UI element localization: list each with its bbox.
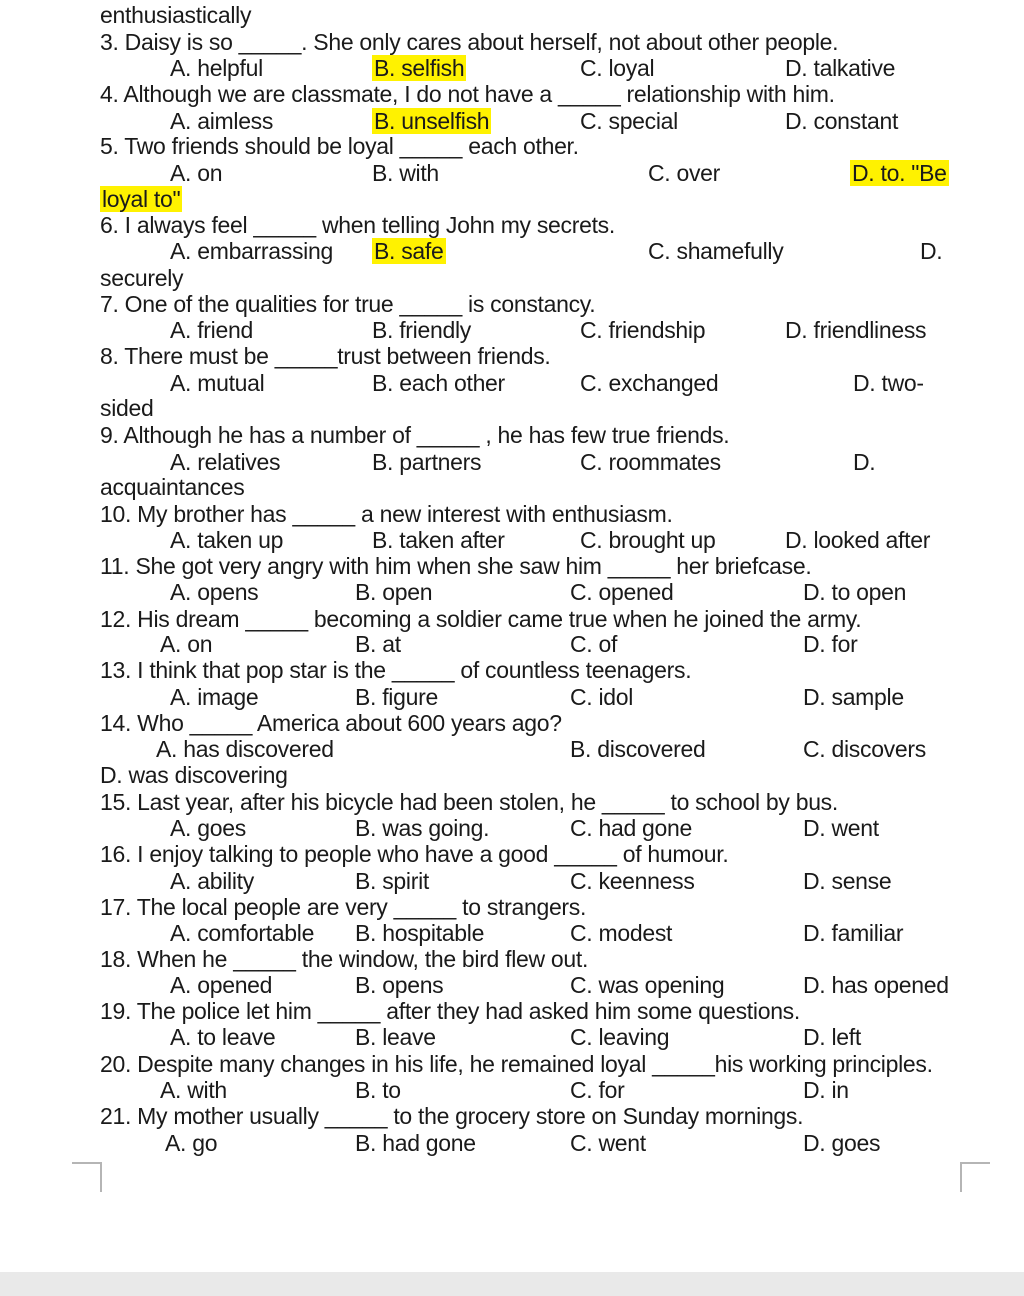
option-d: D. was discovering [100,762,288,788]
option-a: A. comfortable [170,920,315,946]
option-highlight: B. selfish [374,55,465,81]
question-stem: 17. The local people are very _____ to strangers. [100,894,587,920]
option-c: C. for [570,1077,625,1103]
option-c: C. friendship [580,317,706,343]
option-a: A. mutual [170,370,265,396]
option-highlight: D. to. "Be [852,160,947,186]
footer-bar [0,1272,1024,1296]
question-stem: 3. Daisy is so _____. She only cares about herself, not about other people. [100,29,839,55]
option-c: C. loyal [580,55,655,81]
question-stem: 19. The police let him _____ after they had asked him some questions. [100,998,800,1024]
option-a: A. with [160,1077,227,1103]
option-c: C. modest [570,920,673,946]
option-c: C. brought up [580,527,716,553]
option-a: A. has discovered [156,736,334,762]
option-c: C. special [580,108,678,134]
question-stem: 7. One of the qualities for true _____ is constancy. [100,291,596,317]
option-b-highlighted [372,55,466,81]
option-d: D. [920,238,943,264]
option-b: B. with [372,160,439,186]
option-a: A. aimless [170,108,274,134]
option-a: A. go [165,1130,218,1156]
option-d: D. goes [803,1130,881,1156]
option-wrap-highlighted [100,186,182,212]
option-b-highlighted [372,238,446,264]
question-stem: 13. I think that pop star is the _____ of countless teenagers. [100,657,692,683]
option-c: C. discovers [803,736,926,762]
question-stem: 5. Two friends should be loyal _____ each other. [100,133,579,159]
question-stem: 6. I always feel _____ when telling John my secrets. [100,212,615,238]
option-c: C. over [648,160,721,186]
option-c: C. was opening [570,972,725,998]
top-fragment: enthusiastically [100,2,252,28]
option-c: C. roommates [580,449,721,475]
option-b-highlighted [372,108,491,134]
question-stem: 10. My brother has _____ a new interest with enthusiasm. [100,501,673,527]
question-stem: 20. Despite many changes in his life, he remained loyal _____his working principles. [100,1051,933,1077]
option-d: D. familiar [803,920,904,946]
option-a: A. opened [170,972,273,998]
option-highlight: loyal to" [102,186,181,212]
option-wrap: sided [100,395,154,421]
option-a: A. helpful [170,55,263,81]
option-d: D. constant [785,108,899,134]
option-a: A. embarrassing [170,238,333,264]
option-c: C. went [570,1130,646,1156]
option-c: C. leaving [570,1024,670,1050]
option-d: D. for [803,631,858,657]
option-d: D. to open [803,579,907,605]
question-stem: 14. Who _____ America about 600 years ago? [100,710,562,736]
option-a: A. taken up [170,527,284,553]
question-stem: 11. She got very angry with him when she saw him _____ her briefcase. [100,553,812,579]
option-wrap: acquaintances [100,474,245,500]
option-b: B. figure [355,684,438,710]
option-d: D. in [803,1077,849,1103]
option-highlight: B. safe [374,238,444,264]
option-highlight: B. unselfish [374,108,490,134]
option-d: D. sample [803,684,904,710]
option-b: B. discovered [570,736,706,762]
option-a: A. to leave [170,1024,276,1050]
option-b: B. hospitable [355,920,485,946]
option-a: A. goes [170,815,246,841]
question-stem: 4. Although we are classmate, I do not have a _____ relationship with him. [100,81,835,107]
question-stem: 8. There must be _____trust between friends. [100,343,551,369]
question-stem: 16. I enjoy talking to people who have a good _____ of humour. [100,841,729,867]
option-d: D. sense [803,868,892,894]
option-c: C. keenness [570,868,695,894]
option-d: D. talkative [785,55,896,81]
option-d: D. left [803,1024,861,1050]
option-b: B. leave [355,1024,436,1050]
option-c: C. idol [570,684,634,710]
option-c: C. of [570,631,618,657]
question-stem: 12. His dream _____ becoming a soldier came true when he joined the army. [100,606,862,632]
option-d: D. looked after [785,527,931,553]
option-b: B. spirit [355,868,429,894]
option-a: A. friend [170,317,253,343]
option-c: C. exchanged [580,370,719,396]
option-b: B. was going. [355,815,490,841]
option-d: D. has opened [803,972,949,998]
question-stem: 18. When he _____ the window, the bird flew out. [100,946,589,972]
question-stem: 9. Although he has a number of _____ , he has few true friends. [100,422,730,448]
option-b: B. at [355,631,401,657]
option-c: C. shamefully [648,238,784,264]
option-a: A. opens [170,579,259,605]
option-d: D. friendliness [785,317,927,343]
option-c: C. had gone [570,815,693,841]
option-wrap: securely [100,265,184,291]
option-b: B. open [355,579,433,605]
option-d-highlighted [850,160,949,186]
option-a: A. relatives [170,449,281,475]
option-b: B. opens [355,972,444,998]
option-a: A. on [160,631,213,657]
option-d: D. went [803,815,879,841]
option-a: A. image [170,684,259,710]
option-b: B. each other [372,370,505,396]
option-b: B. to [355,1077,401,1103]
crop-corner-mark [72,1162,102,1192]
option-a: A. on [170,160,223,186]
question-stem: 21. My mother usually _____ to the grocery store on Sunday mornings. [100,1103,804,1129]
option-b: B. taken after [372,527,505,553]
option-b: B. friendly [372,317,471,343]
option-d: D. [853,449,876,475]
option-b: B. had gone [355,1130,476,1156]
option-b: B. partners [372,449,482,475]
question-stem: 15. Last year, after his bicycle had been stolen, he _____ to school by bus. [100,789,838,815]
crop-corner-mark [960,1162,990,1192]
option-c: C. opened [570,579,674,605]
option-d: D. two- [853,370,924,396]
option-a: A. ability [170,868,254,894]
